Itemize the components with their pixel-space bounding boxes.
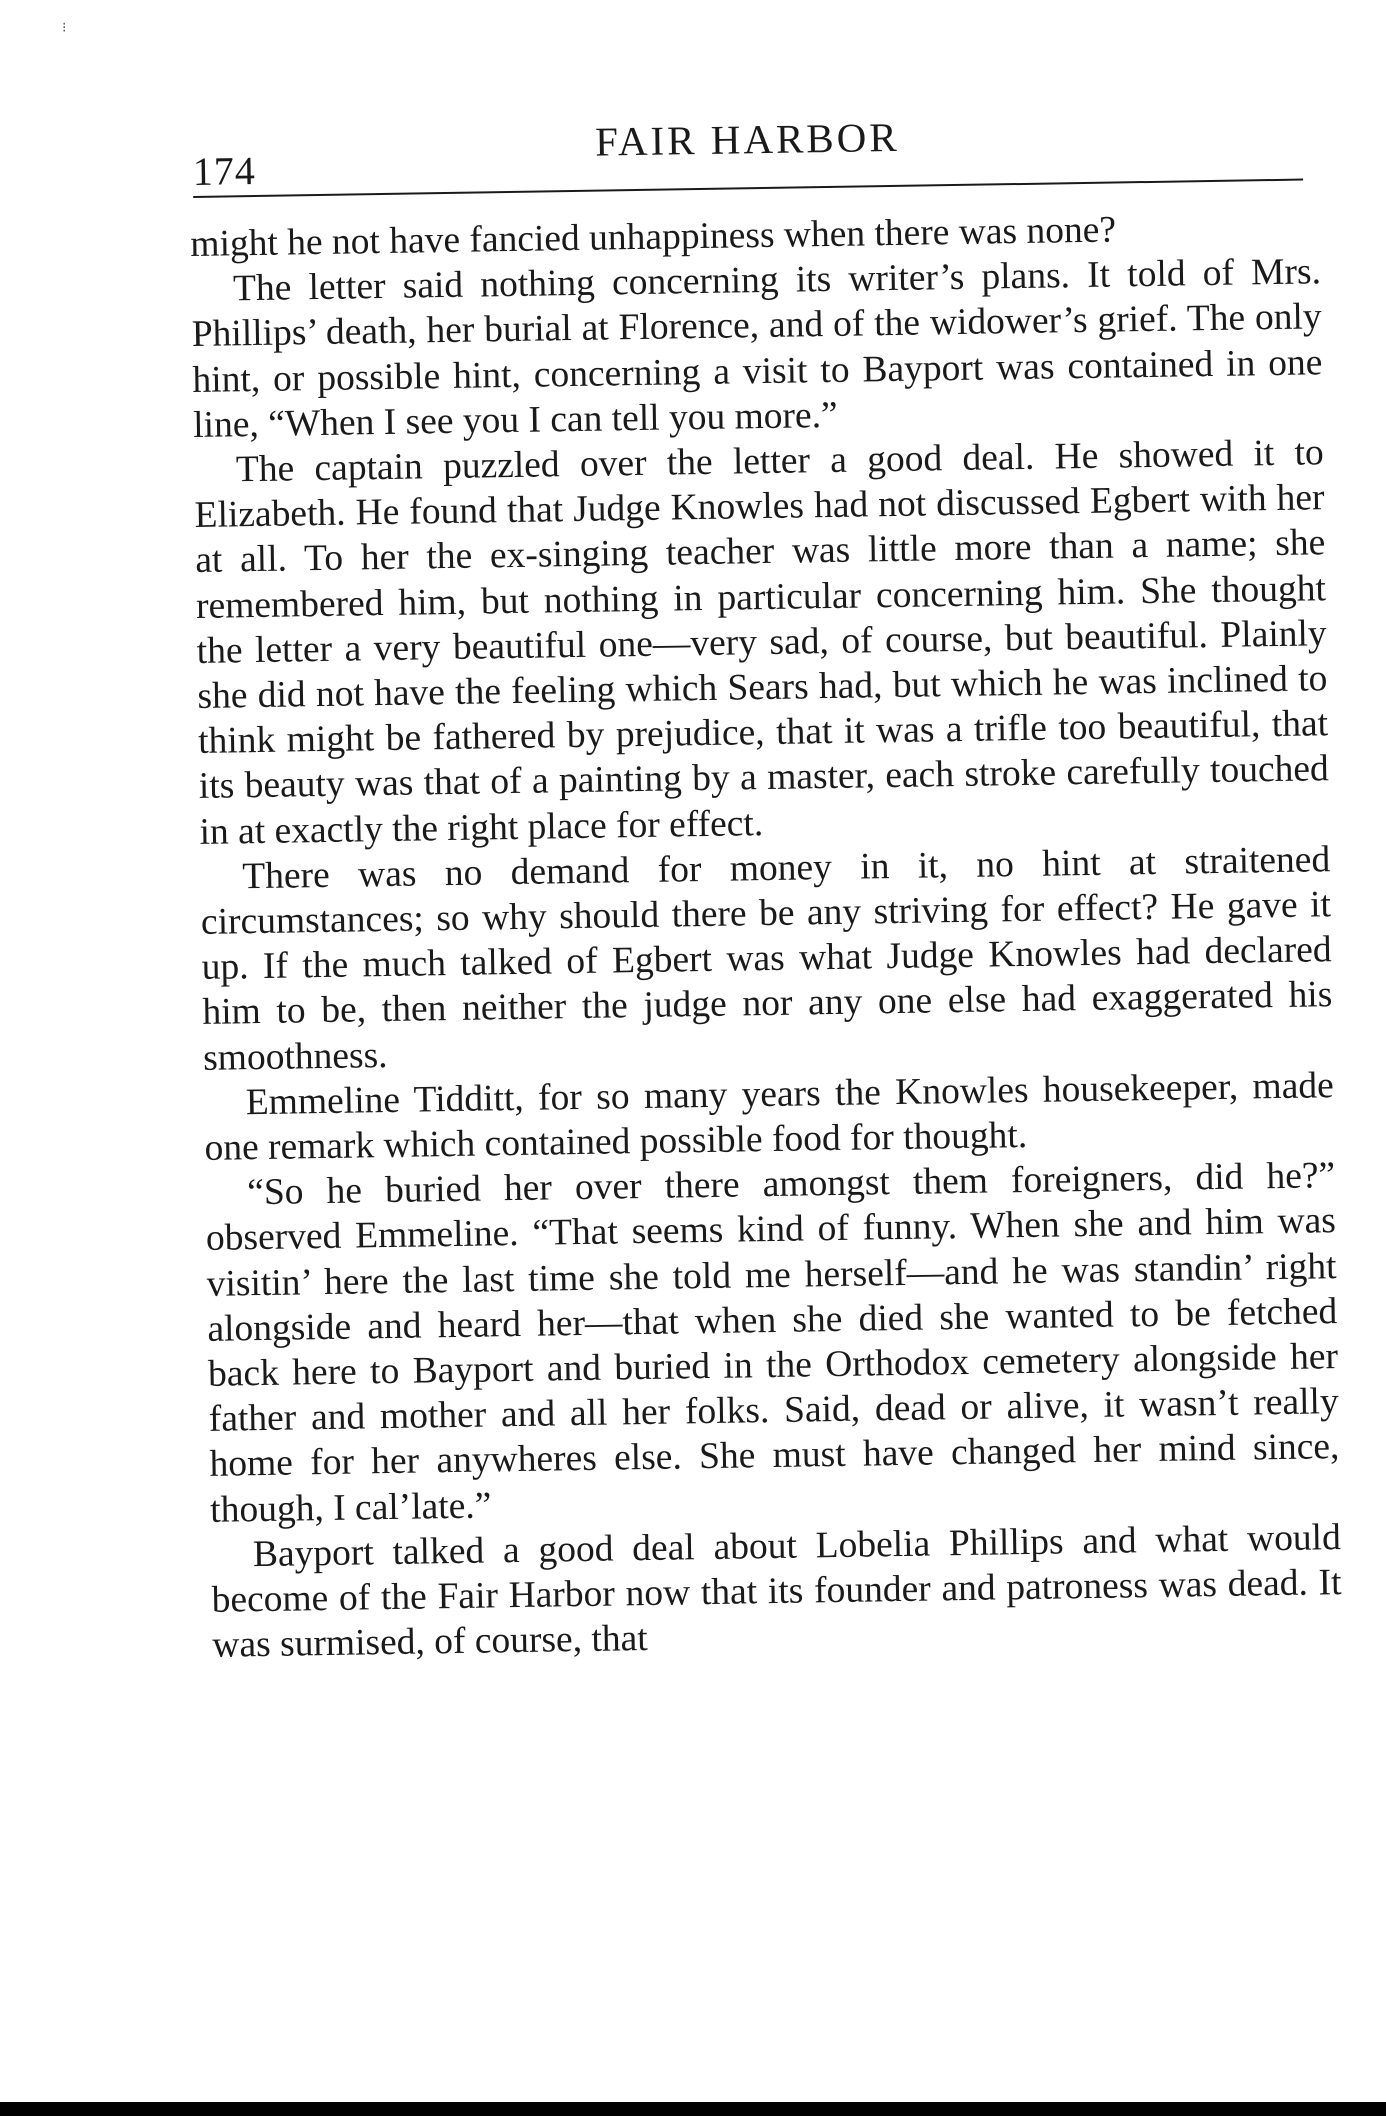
body-text	[190, 204, 1343, 1668]
page-number: 174	[192, 148, 257, 194]
paragraph-captain-puzzled: The captain puzzled over the letter a good deal. He showed it to Elizabeth. He found that Judge Knowles had not discussed Egbert with her at all. To her the ex-singing teacher was little more than a name; she remembered him, but nothing in particular concerning him. She thought the letter a very beautiful one—very sad, of course, but beautiful. Plainly she did not have the feeling which Sears had, but which he was inclined to think might be fathered by prejudice, that it was a trifle too beautiful, that its beauty was that of a painting by a master, each stroke carefully touched in at exactly the right place for effect.	[194, 432, 1330, 853]
page-header	[192, 101, 1303, 202]
paragraph-emmeline-quote: “So he buried her over there amongst them foreigners, did he?” observed Emmeline. “That seems kind of funny. When she and him was visitin’ here the last time she told me herself—and he was standin’ right alongside and heard her—that when she died she wanted to be fetched back here to Bayport and buried in the Orthodox cemetery alongside her father and mother and all her folks. Said, dead or alive, it wasn’t really home for her anywheres else. She must have changed her mind since, though, I cal’late.”	[205, 1155, 1340, 1531]
running-title: FAIR HARBOR	[594, 113, 900, 165]
paragraph-emmeline-remark: Emmeline Tidditt, for so many years the Knowles housekeeper, made one remark which contained possible food for thought.	[204, 1065, 1335, 1169]
header-rule	[193, 179, 1303, 198]
scan-bottom-edge	[0, 2102, 1386, 2116]
margin-speck-mark: ⁝	[62, 21, 67, 36]
paragraph-letter-plans: The letter said nothing concerning its writer’s plans. It told of Mrs. Phillips’ death, her burial at Florence, and of the widower’s grief. The only hint, or possible hint, concerning a visit to Bayport was contained in one line, “When I see you I can tell you more.”	[191, 251, 1323, 446]
paragraph-no-demand: There was no demand for money in it, no hint at straitened circumstances; so why should there be any striving for effect? He gave it up. If the much talked of Egbert was what Judge Knowles had declared him to be, then neither the judge nor any one else had exaggerated his smoothness.	[200, 839, 1333, 1079]
paragraph-continuation: might he not have fancied unhappiness when there was none?	[190, 209, 1117, 265]
paragraph-bayport-talked: Bayport talked a good deal about Lobelia Phillips and what would become of the Fair Harbor now that its founder and patroness was dead. It was surmised, of course, that	[211, 1516, 1342, 1667]
